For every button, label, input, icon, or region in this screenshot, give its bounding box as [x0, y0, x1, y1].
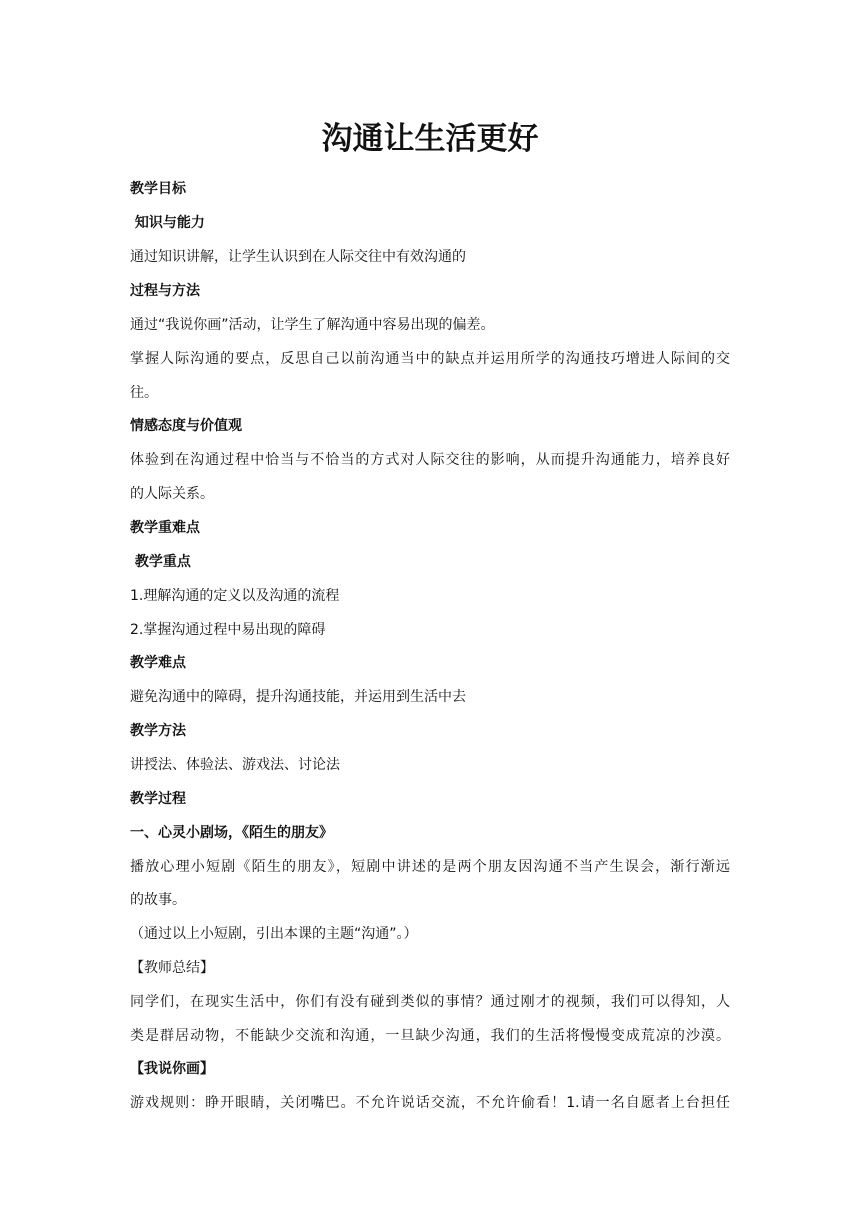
heading-teaching-process: 教学过程: [130, 791, 186, 807]
heading-teaching-methods: 教学方法: [130, 723, 186, 739]
heading-key-difficult-points: 教学重难点: [130, 520, 200, 536]
paragraph-line: 避免沟通中的障碍，提升沟通技能，并运用到生活中去: [130, 689, 466, 705]
subheading-key-points: 教学重点: [130, 554, 191, 570]
subheading-attitude-values: 情感态度与价值观: [130, 418, 242, 434]
paragraph-line: （通过以上小短剧，引出本课的主题“沟通”。）: [130, 926, 418, 942]
document-title: 沟通让生活更好: [321, 121, 539, 157]
paragraph-line: 掌握人际沟通的要点，反思自己以前沟通当中的缺点并运用所学的沟通技巧增进人际间的交: [130, 351, 730, 367]
bracket-heading-teacher-summary: 【教师总结】: [130, 960, 214, 976]
subheading-difficult-points: 教学难点: [130, 655, 186, 671]
paragraph-line: 游戏规则：睁开眼睛，关闭嘴巴。不允许说话交流，不允许偷看！1.请一名自愿者上台担任: [130, 1095, 730, 1111]
subheading-process-method: 过程与方法: [130, 283, 200, 299]
paragraph-line: 类是群居动物，不能缺少交流和沟通，一旦缺少沟通，我们的生活将慢慢变成荒凉的沙漠。: [130, 1028, 730, 1044]
paragraph-line: 体验到在沟通过程中恰当与不恰当的方式对人际交往的影响，从而提升沟通能力，培养良好: [130, 452, 730, 468]
paragraph-line: 往。: [130, 385, 158, 401]
section-heading-mini-theater: 一、心灵小剧场，《陌生的朋友》: [130, 825, 333, 841]
paragraph-line: 讲授法、体验法、游戏法、讨论法: [130, 757, 340, 773]
list-item: 2.掌握沟通过程中易出现的障碍: [130, 622, 326, 638]
heading-teaching-goals: 教学目标: [130, 181, 186, 197]
paragraph-line: 的故事。: [130, 892, 186, 908]
paragraph-line: 通过知识讲解，让学生认识到在人际交往中有效沟通的: [130, 249, 466, 265]
paragraph-line: 通过“我说你画”活动，让学生了解沟通中容易出现的偏差。: [130, 317, 495, 333]
subheading-knowledge-ability: 知识与能力: [130, 215, 205, 231]
paragraph-line: 播放心理小短剧《陌生的朋友》，短剧中讲述的是两个朋友因沟通不当产生误会，渐行渐远: [130, 859, 730, 875]
bracket-heading-i-say-you-draw: 【我说你画】: [130, 1061, 214, 1077]
list-item: 1.理解沟通的定义以及沟通的流程: [130, 588, 340, 604]
paragraph-line: 的人际关系。: [130, 486, 214, 502]
paragraph-line: 同学们，在现实生活中，你们有没有碰到类似的事情？通过刚才的视频，我们可以得知，人: [130, 994, 730, 1010]
